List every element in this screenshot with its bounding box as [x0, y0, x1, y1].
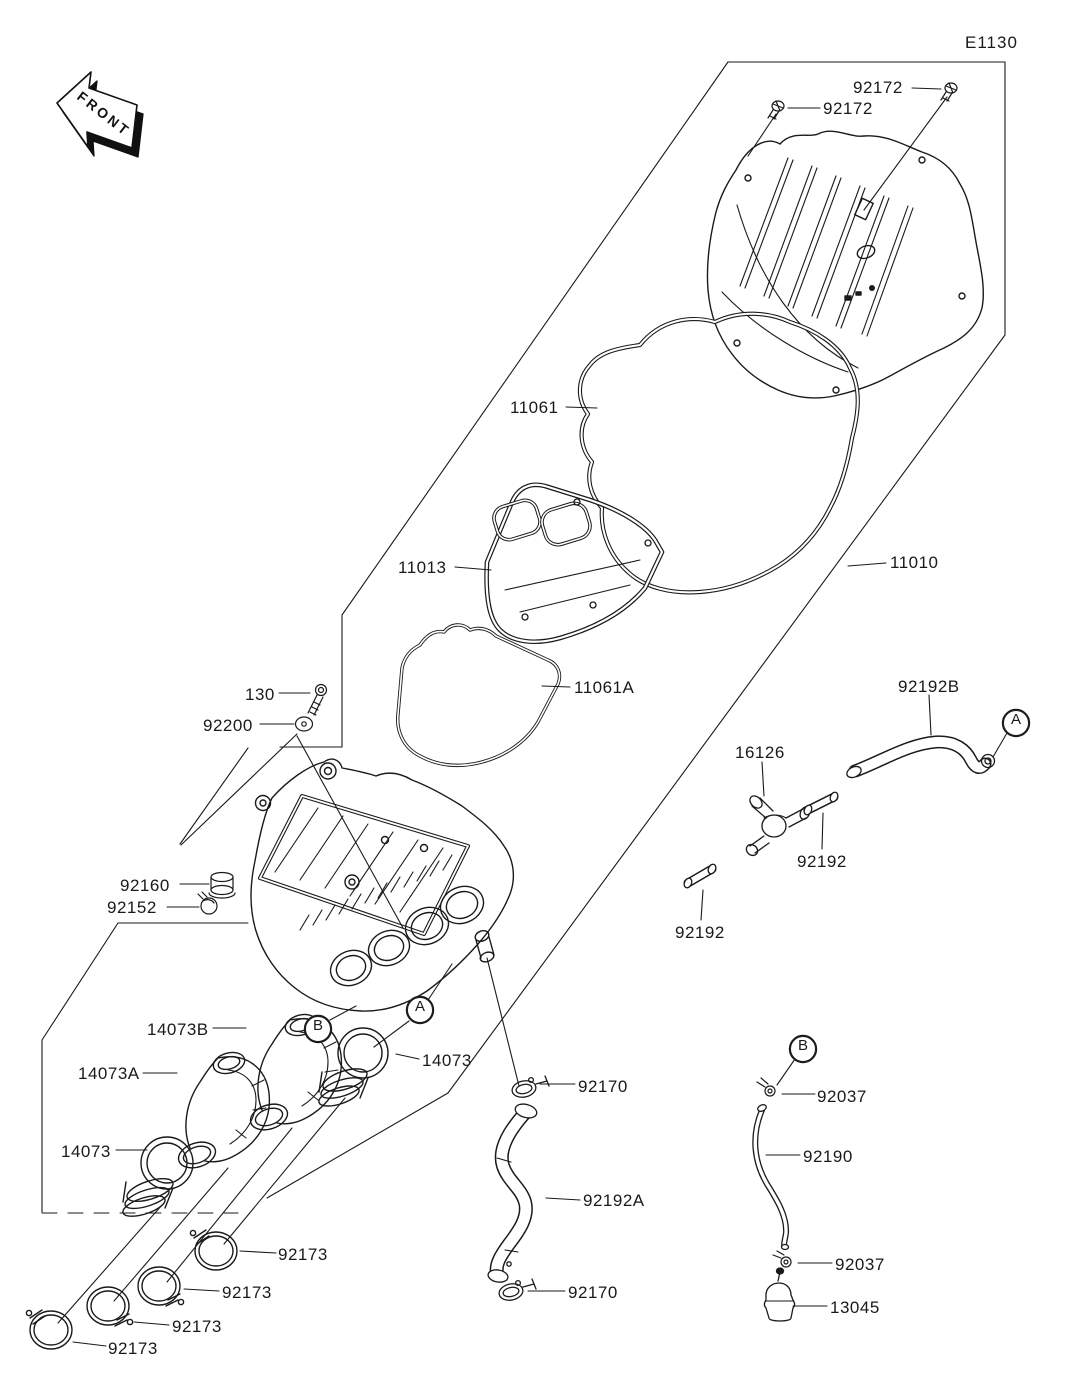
gasket-11061a-drawing [398, 625, 560, 765]
hose-92192a-drawing [487, 1102, 538, 1284]
part-label-92172-2: 92172 [823, 99, 873, 118]
screw-130-drawing [308, 685, 327, 716]
valve-16126-drawing [744, 794, 812, 858]
part-label-11013: 11013 [398, 558, 447, 577]
front-arrow-label: FRONT [74, 88, 134, 140]
part-label-16126: 16126 [735, 743, 785, 762]
plug-13045-drawing [765, 1268, 795, 1321]
ref-circle-a-2: A [407, 997, 433, 1023]
part-label-11061: 11061 [510, 398, 559, 417]
part-label-130: 130 [245, 685, 275, 704]
part-label-92173-2: 92173 [222, 1283, 272, 1302]
ref-circle-a-1: A [1003, 710, 1029, 736]
part-label-92170-2: 92170 [568, 1283, 618, 1302]
part-label-92173-3: 92173 [172, 1317, 222, 1336]
part-label-11010: 11010 [890, 553, 939, 572]
gasket-11061-drawing [580, 314, 858, 593]
ref-circle-b-1: B [305, 1016, 331, 1042]
group-boundary-lines [42, 62, 1005, 1213]
part-label-92190: 92190 [803, 1147, 853, 1166]
part-label-13045: 13045 [830, 1298, 880, 1317]
part-label-92037-2: 92037 [835, 1255, 885, 1274]
element-11013-drawing [487, 485, 662, 642]
part-label-14073b: 14073B [147, 1020, 209, 1039]
grommet-92152-drawing [198, 892, 217, 914]
part-label-92192-1: 92192 [797, 852, 847, 871]
part-label-92200: 92200 [203, 716, 253, 735]
part-label-14073-1: 14073 [61, 1142, 111, 1161]
damper-92160-drawing [209, 873, 235, 899]
part-label-92172-1: 92172 [853, 78, 903, 97]
part-label-14073-2: 14073 [422, 1051, 472, 1070]
air-cleaner-body-drawing [251, 759, 513, 1011]
part-label-92192a: 92192A [583, 1191, 645, 1210]
part-label-11061a: 11061A [574, 678, 635, 697]
hose-92192-short-drawings [683, 791, 840, 889]
assembly-centerlines [58, 958, 519, 1323]
part-label-92152: 92152 [107, 898, 157, 917]
part-label-92160: 92160 [120, 876, 170, 895]
part-label-92192-2: 92192 [675, 923, 725, 942]
hose-92190-drawing [755, 1103, 788, 1249]
part-label-92173-4: 92173 [108, 1339, 158, 1358]
ref-circle-b-2: B [790, 1036, 816, 1062]
washer-92200-drawing [296, 717, 313, 731]
hose-92192b-drawing [845, 742, 994, 780]
part-label-92173-1: 92173 [278, 1245, 328, 1264]
part-label-92037-1: 92037 [817, 1087, 867, 1106]
part-label-92170-1: 92170 [578, 1077, 628, 1096]
duct-14073a-drawing [175, 1049, 269, 1172]
part-label-14073a: 14073A [78, 1064, 140, 1083]
page-code: E1130 [965, 33, 1018, 52]
part-label-92192b: 92192B [898, 677, 960, 696]
